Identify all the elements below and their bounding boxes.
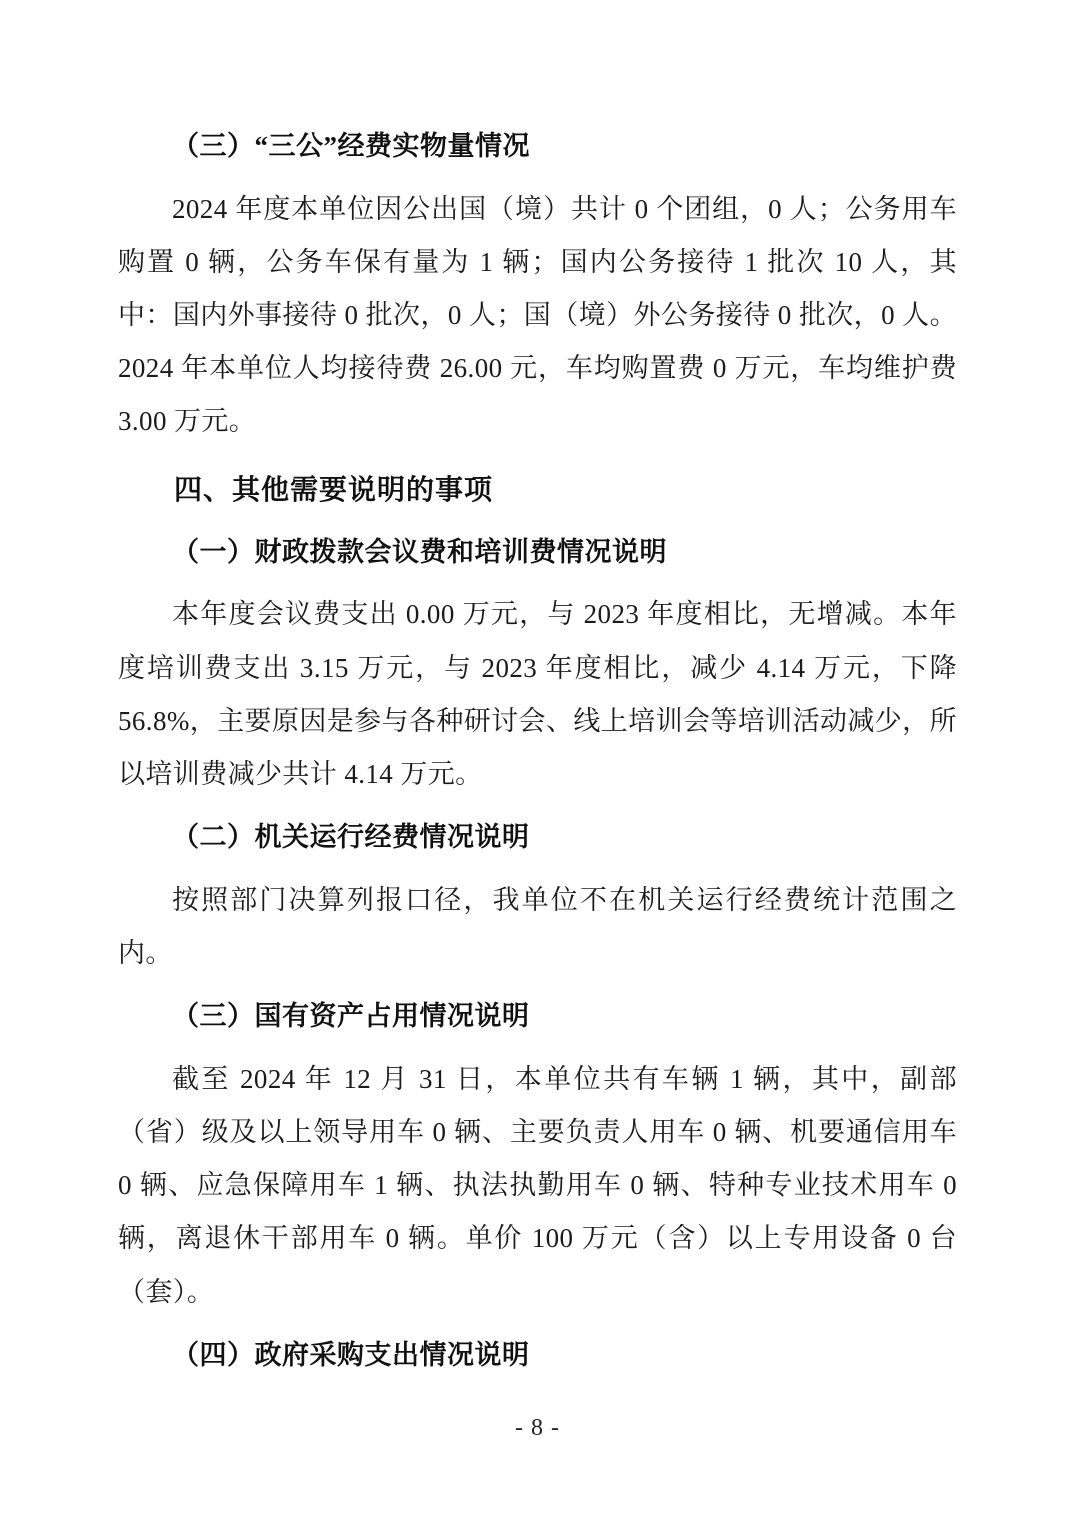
document-body [118,120,957,1381]
spacer [118,1043,957,1053]
spacer [118,1319,957,1329]
spacer [118,173,957,183]
spacer [118,801,957,811]
heading-three-gong-physical: （三）“三公”经费实物量情况 [172,131,530,161]
spacer [118,516,957,526]
paragraph-meeting-training-fee: 本年度会议费支出 0.00 万元，与 2023 年度相比，无增减。本年度培训费支出 3.15 万元，与 2023 年度相比，减少 4.14 万元，下降 56.8%，主要原因是参与各种研讨会、线上培训会等培训活动减少，所以培训费减少共计 4.14 万元。 [118,599,957,789]
heading-state-assets: （三）国有资产占用情况说明 [172,1001,530,1032]
paragraph-agency-operating-expense: 按照部门决算列报口径，我单位不在机关运行经费统计范围之内。 [118,884,957,968]
heading-agency-operating-expense: （二）机关运行经费情况说明 [172,822,530,853]
page-number: - 8 - [515,1415,560,1441]
heading-other-matters: 四、其他需要说明的事项 [174,472,494,506]
spacer [118,449,957,463]
heading-meeting-training-fee: （一）财政拨款会议费和培训费情况说明 [172,536,667,567]
paragraph-three-gong-physical: 2024 年度本单位因公出国（境）共计 0 个团组，0 人；公务用车购置 0 辆，公务车保有量为 1 辆；国内公务接待 1 批次 10 人，其中：国内外事接待 0 批次，0 人；国（境）外公务接待 0 批次，0 人。2024 年本单位人均接待费 26.00 元，车均购置费 0 万元，车均维护费 3.00 万元。 [118,193,957,437]
heading-government-procurement: （四）政府采购支出情况说明 [172,1339,530,1370]
spacer [118,980,957,990]
spacer [118,578,957,588]
spacer [118,864,957,874]
paragraph-state-assets: 截至 2024 年 12 月 31 日，本单位共有车辆 1 辆，其中，副部（省）级及以上领导用车 0 辆、主要负责人用车 0 辆、机要通信用车 0 辆、应急保障用车 1 辆、执法执勤用车 0 辆、特种专业技术用车 0 辆，离退休干部用车 0 辆。单价 100 万元（含）以上专用设备 0 台（套）。 [118,1063,957,1307]
